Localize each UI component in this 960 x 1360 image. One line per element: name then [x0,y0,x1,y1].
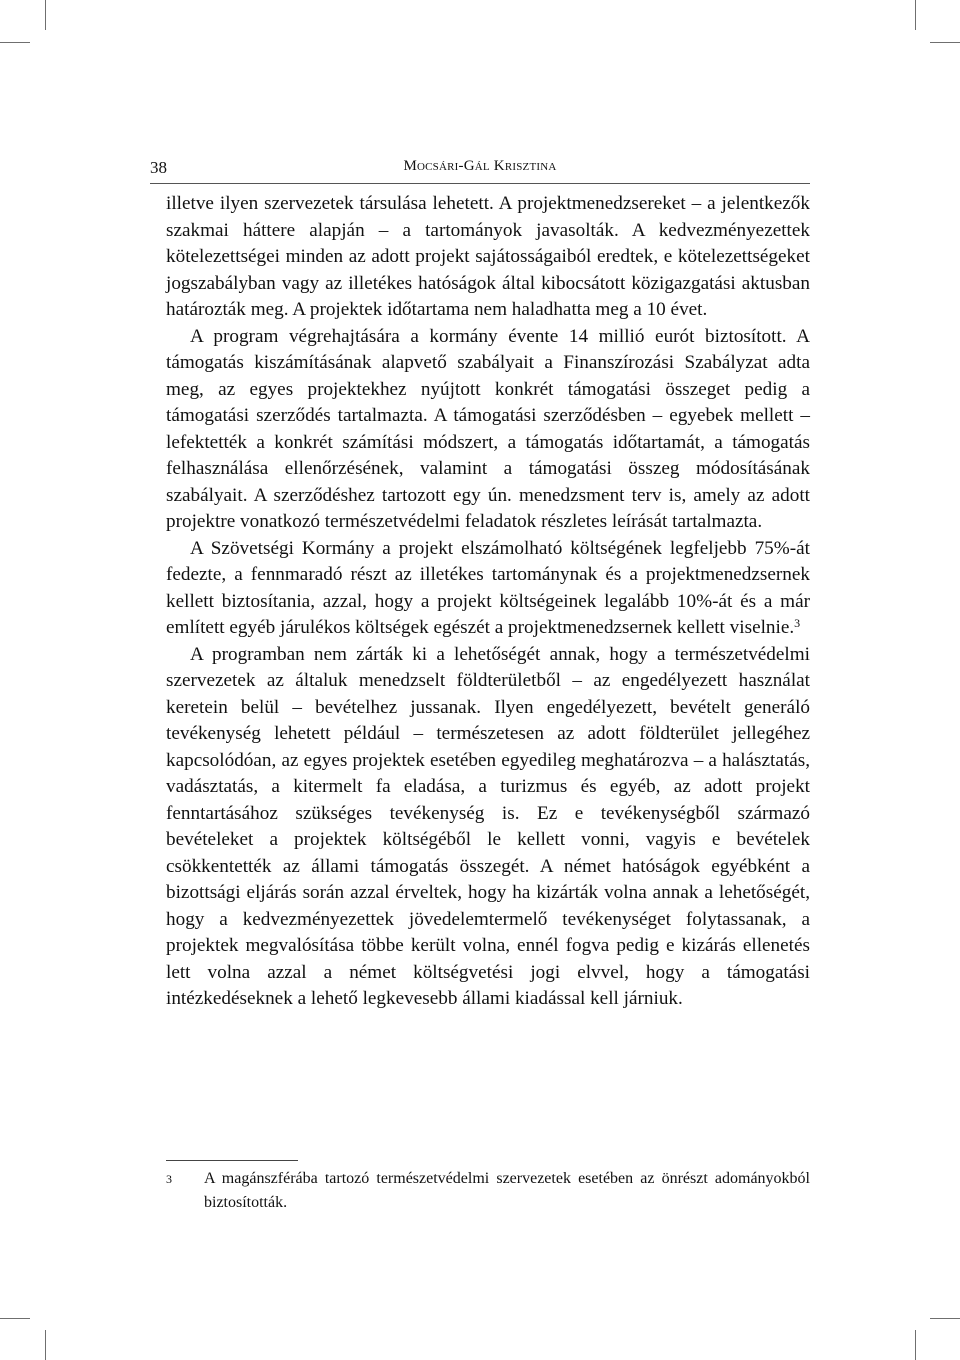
page-number: 38 [150,158,167,177]
crop-mark [0,1318,30,1319]
paragraph: illetve ilyen szervezetek társulása lehetett. A projektmenedzsereket – a jelentkezők szakmai háttere alapján – a tartományok javasolták. A kedvezményezettek kötelezettségei minden az adott projekt sajátosságaiból eredtek, e kötelezettségeket jogszabályban vagy az illetékes hatóságok által kibocsátott közigazgatási aktusban határozták meg. A projektek időtartama nem haladhatta meg a 10 évet. [166,193,810,320]
crop-mark [930,1318,960,1319]
paragraph [166,536,810,642]
footnote [166,1167,810,1215]
crop-mark [915,1330,916,1360]
crop-mark [0,42,30,43]
crop-mark [45,0,46,30]
paragraph: A program végrehajtására a kormány évente 14 millió eurót biztosított. A támogatás kiszámításának alapvető szabályait a Finanszírozási Szabályzat adta meg, az egyes projektekhez nyújtott konkrét támogatási összeget pedig a támogatási szerződés tartalmazta. A támogatási szerződésben – egyebek mellett – lefektették a konkrét számítási módszert, a támogatás időtartamát, a támogatás felhasználása ellenőrzésének, valamint a támogatási összeg módosításának szabályait. A szerződéshez tartozott egy ún. menedzsment terv is, amely az adott projektre vonatkozó természetvédelmi feladatok részletes leírását tartalmazta. [166,325,810,532]
paragraph-text: A Szövetségi Kormány a projekt elszámolható költségének legfeljebb 75%-át fedezte, a fennmaradó részt az illetékes tartománynak és a projektmenedzsernek kellett biztosítania, azzal, hogy a projekt költségeinek legalább 10%-át és a már említett egyéb járulékos költségek egészét a projektmenedzsernek kellett viselnie. [166,537,810,638]
footnote-mark: 3 [166,1172,172,1186]
crop-mark [930,42,960,43]
paragraph: A programban nem zárták ki a lehetőségét annak, hogy a természetvédelmi szervezetek az általuk menedzselt földterületből – az engedélyezett használat keretein belül – bevételhez jussanak. Ilyen engedélyezett, bevételt generáló tevékenység lehetett például – természetesen az adott földterület jellegéhez kapcsolódóan, az egyes projektek esetében egyedileg meghatározva – a halásztatás, vadásztatás, a kitermelt fa eladása, a turizmus és egyéb, az adott projekt fenntartásához szükséges tevékenység is. Ez e tevékenységből származó bevételeket a projektek költségéből le kellett vonni, vagyis e bevételek csökkentették az állami támogatás összegét. A német hatóságok egyébként a bizottsági eljárás során azzal érveltek, hogy ha kizárták volna annak a lehetőségét, hogy a kedvezményezettek jövedelemtermelő tevékenységet folytassanak, a projektek megvalósítása többe került volna, ennél fogva pedig e kizárás ellenetés lett volna azzal a német költségvetési jogi elvvel, hogy a támogatási intézkedéseknek a lehető legkevesebb állami kiadással kell járniuk. [166,643,810,1009]
footnote-reference[interactable]: 3 [794,616,801,630]
body-text [166,191,810,1013]
crop-mark [45,1330,46,1360]
footnote-divider [166,1160,298,1161]
footnote-text: A magánszférába tartozó természetvédelmi szervezetek esetében az önrészt adományokból biztosították. [204,1170,810,1211]
running-head [150,157,810,184]
running-head-author: Mocsári-Gál Krisztina [403,158,557,174]
crop-mark [915,0,916,30]
